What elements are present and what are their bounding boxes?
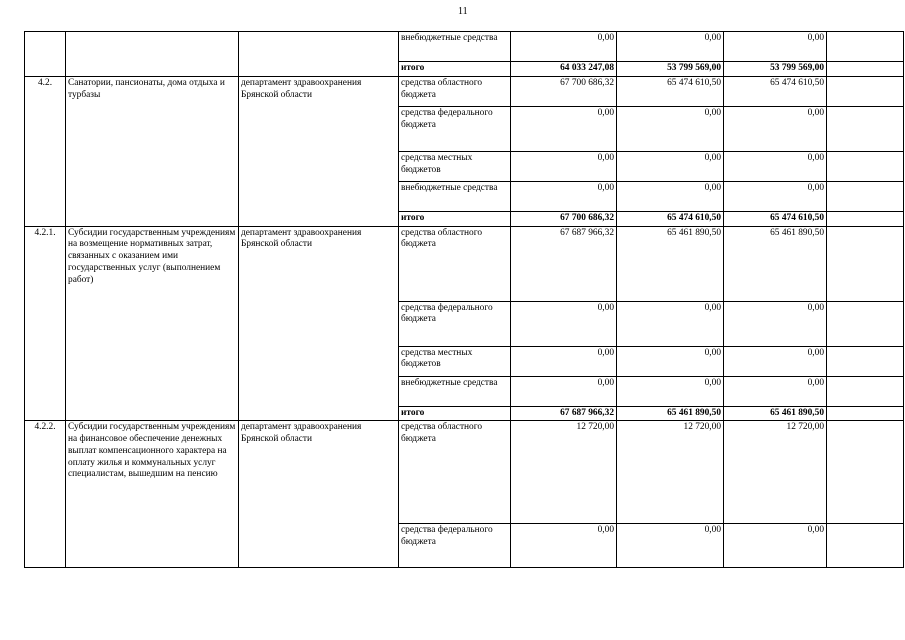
value-cell: 12 720,00: [511, 421, 617, 524]
value-cell: 67 700 686,32: [511, 76, 617, 106]
table-row: [25, 32, 904, 62]
value-cell: 65 461 890,50: [617, 226, 724, 301]
row-department: департамент здравоохранения Брянской области: [239, 421, 399, 568]
total-value: 65 461 890,50: [617, 406, 724, 421]
value-cell: 0,00: [724, 376, 827, 406]
total-value: 65 461 890,50: [724, 406, 827, 421]
table-row: [25, 76, 904, 106]
source-cell: средства областного бюджета: [399, 226, 511, 301]
value-cell: 0,00: [724, 524, 827, 568]
source-cell: средства местных бюджетов: [399, 346, 511, 376]
value-cell: 0,00: [724, 346, 827, 376]
source-cell: внебюджетные средства: [399, 376, 511, 406]
value-cell: 0,00: [511, 346, 617, 376]
source-cell: средства областного бюджета: [399, 76, 511, 106]
value-cell: 0,00: [511, 524, 617, 568]
source-cell: средства федерального бюджета: [399, 524, 511, 568]
value-cell: 0,00: [511, 181, 617, 211]
source-cell: средства федерального бюджета: [399, 106, 511, 151]
row-name: Санатории, пансионаты, дома отдыха и турбазы: [66, 76, 239, 226]
value-cell: 0,00: [511, 32, 617, 62]
table-row: [25, 421, 904, 524]
row-name: Субсидии государственным учреждениям на возмещение нормативных затрат, связанных с оказанием ими государственных услуг (выполнением работ): [66, 226, 239, 421]
row-department: департамент здравоохранения Брянской области: [239, 76, 399, 226]
value-cell: 0,00: [617, 32, 724, 62]
source-cell: внебюджетные средства: [399, 32, 511, 62]
row-code: 4.2.2.: [25, 421, 66, 568]
value-cell: 65 461 890,50: [724, 226, 827, 301]
source-cell: средства местных бюджетов: [399, 151, 511, 181]
total-value: 65 474 610,50: [724, 211, 827, 226]
total-value: 64 033 247,08: [511, 62, 617, 77]
table-row: [25, 226, 904, 301]
total-label: итого: [399, 62, 511, 77]
value-cell: 12 720,00: [724, 421, 827, 524]
budget-table: [24, 31, 904, 568]
source-cell: внебюджетные средства: [399, 181, 511, 211]
value-cell: 0,00: [724, 106, 827, 151]
value-cell: 12 720,00: [617, 421, 724, 524]
value-cell: 0,00: [617, 376, 724, 406]
value-cell: 0,00: [724, 301, 827, 346]
row-name: Субсидии государственным учреждениям на финансовое обеспечение денежных выплат компенсационного характера на оплату жилья и коммунальных услуг специалистам, вышедшим на пенсию: [66, 421, 239, 568]
total-label: итого: [399, 406, 511, 421]
value-cell: 0,00: [511, 301, 617, 346]
value-cell: 0,00: [511, 106, 617, 151]
row-code: 4.2.: [25, 76, 66, 226]
value-cell: 0,00: [617, 106, 724, 151]
source-cell: средства областного бюджета: [399, 421, 511, 524]
value-cell: 0,00: [617, 524, 724, 568]
value-cell: 0,00: [617, 151, 724, 181]
value-cell: 0,00: [724, 181, 827, 211]
value-cell: 0,00: [617, 181, 724, 211]
page-number: 11: [458, 6, 468, 17]
value-cell: 0,00: [511, 376, 617, 406]
value-cell: 0,00: [617, 346, 724, 376]
value-cell: 0,00: [724, 151, 827, 181]
value-cell: 0,00: [617, 301, 724, 346]
total-value: 67 700 686,32: [511, 211, 617, 226]
total-value: 53 799 569,00: [617, 62, 724, 77]
total-value: 65 474 610,50: [617, 211, 724, 226]
source-cell: средства федерального бюджета: [399, 301, 511, 346]
value-cell: 65 474 610,50: [724, 76, 827, 106]
row-department: департамент здравоохранения Брянской области: [239, 226, 399, 421]
value-cell: 65 474 610,50: [617, 76, 724, 106]
value-cell: 0,00: [724, 32, 827, 62]
total-value: 53 799 569,00: [724, 62, 827, 77]
value-cell: 0,00: [511, 151, 617, 181]
total-value: 67 687 966,32: [511, 406, 617, 421]
total-label: итого: [399, 211, 511, 226]
row-code: 4.2.1.: [25, 226, 66, 421]
value-cell: 67 687 966,32: [511, 226, 617, 301]
